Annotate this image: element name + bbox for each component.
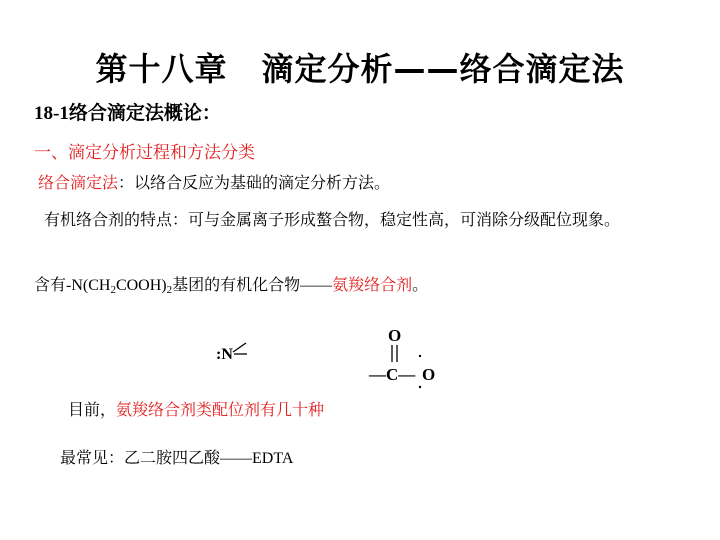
carbon-label: —C—	[369, 365, 416, 384]
common-dash: ——	[220, 450, 253, 467]
lone-pair-dot-bottom	[419, 386, 421, 388]
containing-end: 。	[412, 275, 429, 294]
chapter-topic: 滴定分析——络合滴定法	[261, 50, 625, 88]
section-number: 18-1	[34, 103, 69, 124]
definition-term: 络合滴定法	[38, 173, 119, 192]
nitrogen-bond-up	[233, 343, 246, 352]
section-title: 络合滴定法概论：	[68, 102, 221, 124]
containing-suffix: 基团的有机化合物	[172, 275, 301, 294]
current-prefix: 目前，	[68, 400, 117, 419]
containing-prefix: 含有	[34, 275, 67, 294]
nitrogen-label: :N	[216, 346, 233, 363]
common-prefix: 最常见：乙二胺四乙酸	[60, 448, 221, 467]
lone-pair-dot-top	[419, 355, 421, 357]
aminocarboxylate-name: 氨羧络合剂	[332, 275, 413, 294]
subscript-b: 2	[166, 284, 173, 296]
subheading: 一、滴定分析过程和方法分类	[34, 143, 255, 163]
definition-text: ：以络合反应为基础的滴定分析方法。	[118, 173, 391, 192]
edta-label: EDTA	[252, 450, 294, 467]
group-formula-a: -N(CH	[66, 277, 111, 294]
subscript-a: 2	[110, 284, 116, 296]
common-line	[60, 445, 293, 468]
features-paragraph: 有机络合剂的特点：可与金属离子形成螯合物，稳定性高，可消除分级配位现象。	[44, 210, 621, 229]
oxygen-top-label: O	[388, 326, 402, 345]
containing-dash: ——	[300, 277, 333, 294]
chapter-label: 第十八章	[95, 50, 228, 88]
oxygen-right-label: O	[422, 365, 436, 384]
group-formula-b: COOH)	[115, 277, 167, 294]
current-text: 氨羧络合剂类配位剂有几十种	[116, 400, 325, 419]
current-line	[68, 397, 324, 420]
